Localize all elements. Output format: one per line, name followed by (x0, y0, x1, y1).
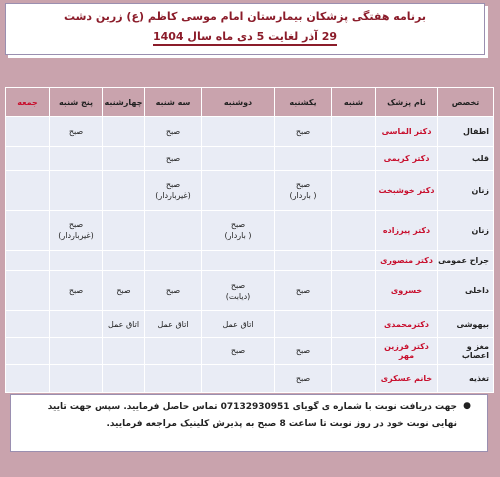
shift-cell (202, 311, 275, 338)
shift-cell (145, 147, 202, 171)
shift-label: صبح (230, 280, 246, 290)
shift-cell (50, 271, 103, 311)
shift-label: صبح (295, 286, 311, 296)
shift-label: اتاق عمل (222, 319, 254, 329)
shift-cell (145, 364, 202, 392)
shift-label: صبح (165, 127, 181, 137)
shift-label: صبح (68, 220, 84, 230)
shift-cell (332, 117, 376, 147)
bullet-icon: ● (463, 401, 471, 411)
shift-cell (275, 147, 332, 171)
table-row (6, 147, 494, 171)
table-row (6, 338, 494, 365)
col-header-friday: جمعه (6, 88, 50, 117)
shift-note: (غیرباردار) (58, 231, 94, 241)
shift-label: صبح (68, 127, 84, 137)
shift-cell (332, 271, 376, 311)
table-row (6, 170, 494, 210)
shift-label: صبح (68, 286, 84, 296)
specialty-cell: مغز و اعصاب (438, 338, 494, 365)
doctor-cell: دکتر الماسی (376, 117, 438, 147)
doctor-cell: خانم عسکری (376, 364, 438, 392)
shift-cell (275, 170, 332, 210)
shift-cell (6, 271, 50, 311)
shift-cell (103, 117, 145, 147)
shift-cell (275, 338, 332, 365)
note-text: جهت دریافت نوبت با شماره ی گویای 07132930951 تماس حاصل فرمایید. سپس جهت تایید نهایی نوبت خود در روز نوبت تا ساعت 8 صبح به پذیرش کلینیک مراجعه فرمایید. (47, 402, 457, 429)
specialty-cell: بیهوشی (438, 311, 494, 338)
shift-note: (دیابت) (225, 291, 251, 301)
shift-note: (غیرباردار) (155, 191, 191, 201)
shift-note: ( باردار) (224, 231, 252, 241)
shift-cell (6, 117, 50, 147)
table-row (6, 117, 494, 147)
specialty-cell: تغذیه (438, 364, 494, 392)
specialty-cell: اطفال (438, 117, 494, 147)
shift-cell (202, 364, 275, 392)
shift-label: صبح (230, 346, 246, 356)
header-box (5, 3, 485, 55)
table-row (6, 210, 494, 250)
shift-label: صبح (165, 180, 181, 190)
doctor-cell: دکتر پیرزاده (376, 210, 438, 250)
doctor-cell: دکتر فرزین مهر (376, 338, 438, 365)
shift-label: صبح (295, 346, 311, 356)
shift-label: صبح (165, 286, 181, 296)
shift-cell (6, 364, 50, 392)
doctor-cell: دکتر کریمی (376, 147, 438, 171)
shift-cell (103, 170, 145, 210)
specialty-cell: داخلی (438, 271, 494, 311)
shift-cell (275, 210, 332, 250)
specialty-cell: زنان (438, 210, 494, 250)
shift-cell (6, 338, 50, 365)
shift-cell (332, 147, 376, 171)
specialty-cell: جراح عمومی (438, 250, 494, 270)
shift-cell (103, 311, 145, 338)
shift-cell (103, 271, 145, 311)
shift-cell (50, 311, 103, 338)
shift-label: صبح (230, 220, 246, 230)
doctor-cell: دکترمحمدی (376, 311, 438, 338)
shift-cell (103, 250, 145, 270)
shift-cell (275, 271, 332, 311)
shift-cell (202, 338, 275, 365)
shift-cell (275, 250, 332, 270)
doctor-cell: دکتر خوشبخت (376, 170, 438, 210)
shift-label: صبح (165, 154, 181, 164)
shift-label: اتاق عمل (157, 319, 189, 329)
col-header: دوشنبه (202, 88, 275, 117)
shift-cell (332, 170, 376, 210)
shift-cell (6, 311, 50, 338)
col-header: یکشنبه (275, 88, 332, 117)
shift-cell (145, 170, 202, 210)
shift-label: صبح (116, 286, 131, 296)
shift-cell (202, 170, 275, 210)
shift-cell (50, 147, 103, 171)
shift-cell (332, 311, 376, 338)
specialty-cell: زنان (438, 170, 494, 210)
col-header: پنج شنبه (50, 88, 103, 117)
shift-cell (145, 271, 202, 311)
date-range: 29 آذر لغایت 5 دی ماه سال 1404 (153, 30, 337, 46)
shift-cell (332, 364, 376, 392)
table-header-row (6, 88, 494, 117)
shift-cell (6, 147, 50, 171)
page-title: برنامه هفتگی پزشکان بیمارستان امام موسی کاظم (ع) زرین دشت (63, 10, 427, 23)
col-header: شنبه (332, 88, 376, 117)
shift-cell (275, 364, 332, 392)
shift-cell (6, 170, 50, 210)
shift-cell (50, 364, 103, 392)
shift-cell (202, 210, 275, 250)
shift-cell (6, 210, 50, 250)
shift-cell (50, 250, 103, 270)
shift-cell (50, 338, 103, 365)
shift-cell (103, 210, 145, 250)
table-row (6, 364, 494, 392)
note-box (10, 394, 488, 452)
shift-cell (50, 170, 103, 210)
doctor-cell: دکتر منصوری (376, 250, 438, 270)
shift-cell (103, 338, 145, 365)
col-header: نام پزشک (376, 88, 438, 117)
shift-cell (145, 250, 202, 270)
shift-cell (332, 210, 376, 250)
shift-cell (145, 338, 202, 365)
shift-cell (50, 210, 103, 250)
schedule-table (5, 87, 494, 393)
shift-cell (332, 338, 376, 365)
shift-cell (332, 250, 376, 270)
shift-cell (202, 117, 275, 147)
table-row (6, 250, 494, 270)
specialty-cell: قلب (438, 147, 494, 171)
shift-label: صبح (295, 127, 311, 137)
col-header: سه شنبه (145, 88, 202, 117)
shift-cell (145, 311, 202, 338)
table-row (6, 311, 494, 338)
shift-cell (202, 147, 275, 171)
shift-cell (202, 271, 275, 311)
shift-label: اتاق عمل (107, 319, 140, 329)
shift-cell (6, 250, 50, 270)
shift-cell (50, 117, 103, 147)
shift-cell (103, 364, 145, 392)
table-row (6, 271, 494, 311)
shift-cell (202, 250, 275, 270)
shift-cell (275, 117, 332, 147)
shift-cell (275, 311, 332, 338)
col-header: تخصص (438, 88, 494, 117)
shift-label: صبح (295, 373, 311, 383)
shift-cell (145, 117, 202, 147)
col-header: چهارشنبه (103, 88, 145, 117)
doctor-cell: خسروی (376, 271, 438, 311)
shift-label: صبح (295, 180, 311, 190)
shift-cell (145, 210, 202, 250)
shift-cell (103, 147, 145, 171)
shift-note: ( باردار) (289, 191, 317, 201)
